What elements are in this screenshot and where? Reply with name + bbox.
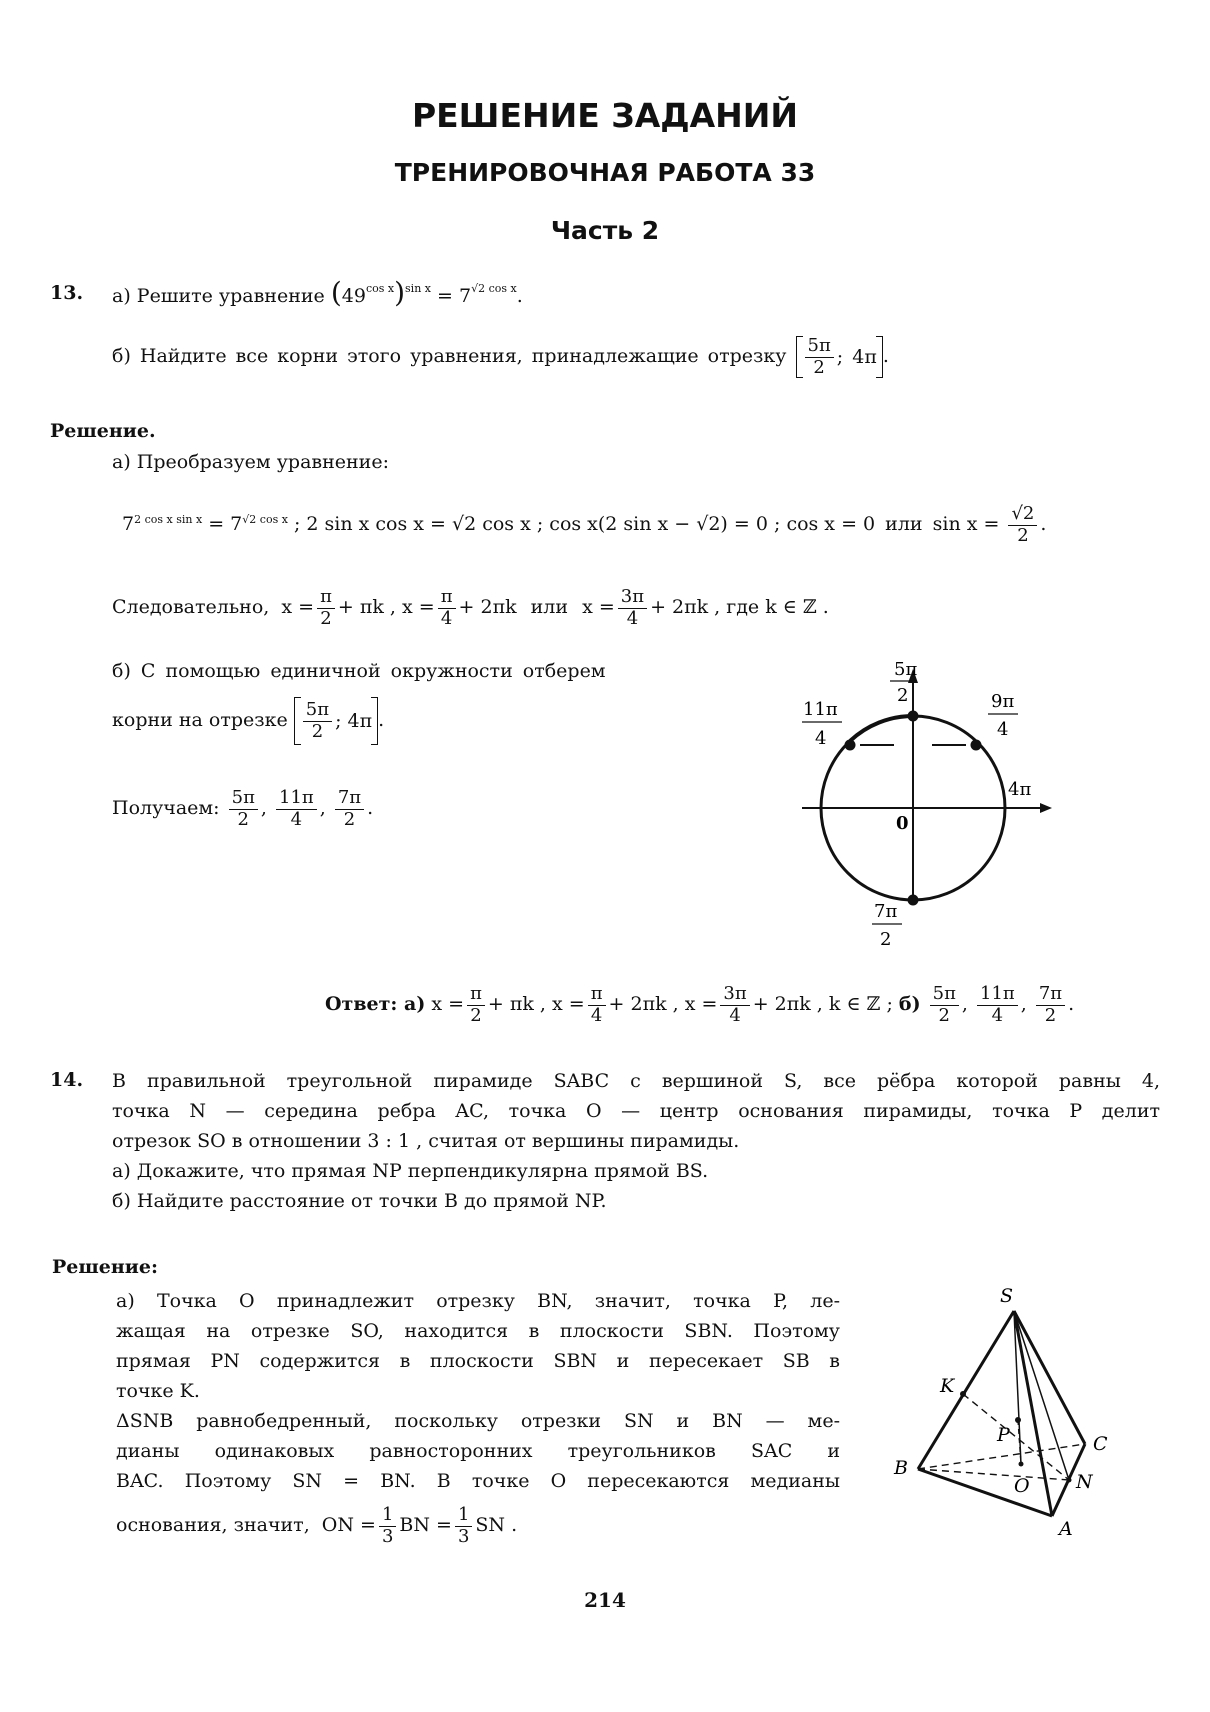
eq-rhs-exp: √2 cos x [471, 282, 517, 295]
label-left-num: 11π [803, 699, 838, 720]
solution-13-obtained: Получаем: $\frac{5\pi}{2}$ , $\frac{11\pi}{4}$ , $\frac{7\pi}{2}$ . [112, 786, 374, 830]
point-5pi-2 [908, 711, 919, 722]
solution-14-line: дианы одинаковых равносторонних треугольников SAC и [116, 1440, 840, 1462]
solution-14-text [116, 1286, 840, 1496]
label-P: P [997, 1424, 1010, 1446]
label-origin: 0 [896, 813, 909, 834]
solution-14-line: BAC. Поэтому SN = BN. В точке O пересекаются медианы [116, 1470, 840, 1492]
solution-13-step-a: а) Преобразуем уравнение: [112, 451, 389, 473]
point-O [1019, 1462, 1024, 1467]
solution-13-interval: корни на отрезке $\frac{5\pi}{2}$ ; 4π . [112, 696, 384, 745]
point-11pi-4 [845, 740, 856, 751]
label-N: N [1076, 1471, 1093, 1493]
task-13-part-a: а) Решите уравнение $(49^{cos x})^{sin x} = 7^{√2 cos x}$. [112, 276, 523, 309]
segment-KN [963, 1394, 1069, 1480]
part-title: Часть 2 [550, 216, 660, 245]
solution-13-step-b: б) С помощью единичной окружности отберем [112, 660, 606, 682]
solution-14-line: точке K. [116, 1380, 200, 1402]
x-axis-arrow [1040, 803, 1052, 813]
point-9pi-4 [971, 740, 982, 751]
label-top-den: 2 [897, 685, 909, 706]
label-bottom-num: 7π [874, 901, 898, 922]
label-A: A [1059, 1518, 1073, 1540]
task-13-a-label: а) Решите уравнение [112, 285, 325, 307]
edge-BC [918, 1444, 1085, 1469]
task-14-part-b: б) Найдите расстояние от точки B до прямой NP. [112, 1190, 607, 1212]
solution-14-last-line: основания, значит, ON = $\frac{1}{3}$ BN = $\frac{1}{3}$ SN . [116, 1503, 518, 1547]
eq-exp-inner: cos x [365, 282, 395, 295]
solution-13-transform: $7^{2 cos x sin x} = 7^{√2 cos x}$ ; 2 sin x cos x = √2 cos x ; cos x(2 sin x − √2) = 0 ; cos x = 0 или sin x = $\frac{√2}{2}$ . [122, 502, 1047, 546]
point-P [1015, 1417, 1021, 1423]
arc-highlight [850, 716, 913, 741]
task-13-part-b: б) Найдите все корни этого уравнения, принадлежащие отрезку $\frac{5\pi}{2}$ ; 4π . [112, 335, 889, 378]
solution-13-roots: Следовательно, x = $\frac{\pi}{2}$ + πk , x = $\frac{\pi}{4}$ + 2πk или x = $\frac{3\pi}{4}$ + 2πk , где k ∈ ℤ . [112, 585, 829, 629]
interval-bracket: $\frac{5\pi}{2}$ ; 4π [796, 336, 883, 378]
unit-circle-figure [790, 655, 1060, 955]
label-C: C [1093, 1433, 1108, 1455]
label-left-den: 4 [815, 728, 827, 749]
edge-BA [918, 1469, 1052, 1516]
eq-end: . [516, 285, 523, 307]
solution-14-line: ΔSNB равнобедренный, поскольку отрезки SN и BN — ме- [116, 1410, 840, 1432]
label-right-den: 4 [997, 719, 1009, 740]
label-east: 4π [1008, 779, 1032, 800]
label-K: K [940, 1375, 955, 1397]
eq-base: 49 [341, 285, 366, 307]
task-13-b-label: б) Найдите все корни этого уравнения, принадлежащие отрезку [112, 345, 787, 368]
label-S: S [1000, 1285, 1014, 1307]
solution-14-label: Решение: [52, 1256, 158, 1278]
point-7pi-2 [908, 895, 919, 906]
task-14-line: отрезок SO в отношении 3 : 1 , считая от вершины пирамиды. [112, 1130, 740, 1152]
label-top-num: 5π [894, 659, 918, 680]
task-14-part-a: а) Докажите, что прямая NP перпендикулярна прямой BS. [112, 1160, 709, 1182]
page-title: РЕШЕНИЕ ЗАДАНИЙ [411, 96, 799, 135]
eq-exp-outer: sin x [405, 282, 431, 295]
edge-SC [1014, 1311, 1085, 1444]
label-B: B [894, 1457, 908, 1479]
point-K [960, 1391, 966, 1397]
solution-14-line: а) Точка O принадлежит отрезку BN, значит, точка P, ле- [116, 1290, 840, 1312]
point-N [1067, 1478, 1072, 1483]
solution-13-label: Решение. [50, 420, 156, 442]
label-O: O [1014, 1475, 1030, 1497]
task-14-statement [112, 1066, 1160, 1216]
pyramid-figure [880, 1280, 1130, 1545]
label-bottom-den: 2 [880, 929, 892, 950]
solution-14-line: жащая на отрезке SO, находится в плоскости SBN. Поэтому [116, 1320, 840, 1342]
task-14-number: 14. [50, 1069, 84, 1091]
answer-13: Ответ: а) x = $\frac{\pi}{2}$ + πk , x = $\frac{\pi}{4}$ + 2πk , x = $\frac{3\pi}{4}$ + 2πk , k ∈ ℤ ; б) $\frac{5\pi}{2}$ , $\frac{11\pi}{4}$ , $\frac{7\pi}{2}$ . [325, 982, 1075, 1026]
task-14-line: В правильной треугольной пирамиде SABC с вершиной S, все рёбра которой равны 4, [112, 1070, 1160, 1092]
solution-14-line: прямая PN содержится в плоскости SBN и пересекает SB в [116, 1350, 840, 1372]
eq-rhs-base: = 7 [437, 285, 472, 307]
task-14-line: точка N — середина ребра AC, точка O — центр основания пирамиды, точка P делит [112, 1100, 1160, 1122]
page-subtitle: ТРЕНИРОВОЧНАЯ РАБОТА 33 [394, 158, 816, 187]
page-number: 214 [584, 1588, 626, 1612]
task-13-number: 13. [50, 282, 84, 304]
label-right-num: 9π [991, 691, 1015, 712]
